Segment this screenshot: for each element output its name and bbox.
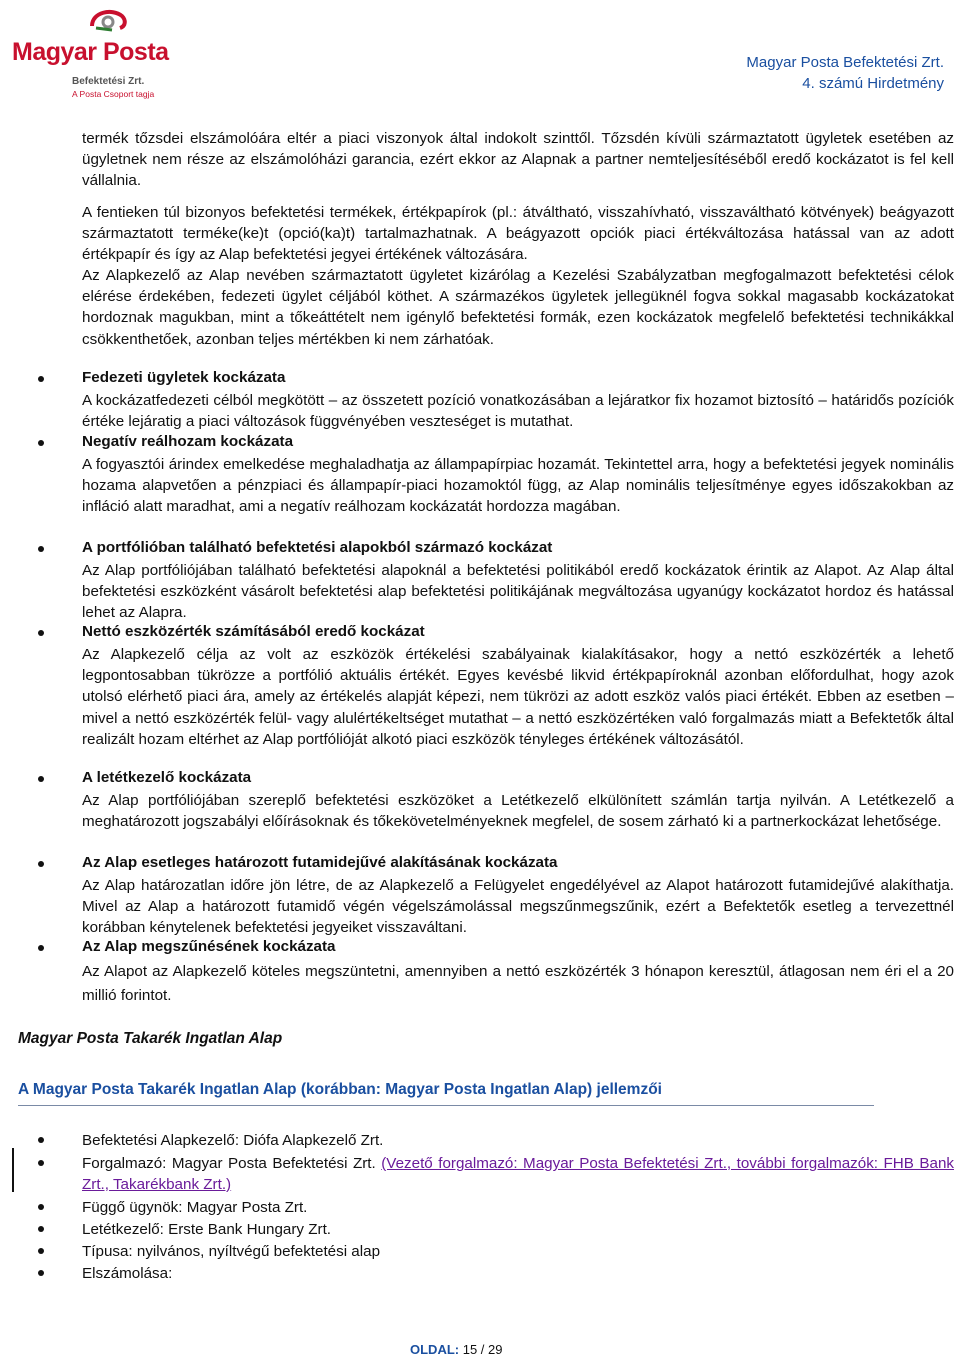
- risk-text: A kockázatfedezeti célból megkötött – az összetett pozíció vonatkozásában a lejáratkor fix hozamot biztosító – határidős pozíciók értéke lejáratig a piaci változások függvényében veszteséget is mutathat.: [82, 392, 954, 431]
- bullet-icon: [38, 776, 44, 782]
- distributor-link[interactable]: (Vezető forgalmazó: Magyar Posta Befektetési Zrt., további forgalmazók: FHB Bank Zrt., Takarékbank Zrt.): [82, 1155, 954, 1193]
- header-company: Magyar Posta Befektetési Zrt.: [746, 54, 944, 71]
- header-info: [746, 52, 944, 94]
- bullet-icon: [38, 546, 44, 552]
- paragraph: A fentieken túl bizonyos befektetési termékek, értékpapírok (pl.: átváltható, visszahívható, visszaváltható kötvények) beágyazott származtatott terméke(ke)t (opció(ka)t) tartalmazhatnak. A beágyazott opciók piaci értékváltozása hatással van az adott értékpapír és így az Alap befektetési jegyei értékének változására.: [82, 204, 954, 264]
- bullet-icon: [38, 861, 44, 867]
- bullet-icon: [38, 1270, 44, 1276]
- paragraph: Az Alapkezelő az Alap nevében származtatott ügyletet kizárólag a Kezelési Szabályzatban megfogalmazott befektetési célok elérése érdekében, fedezeti ügylet céljából köthet. A származékos ügyletek jellegüknél fogva sokkal magasabb kockázatokat hordoznak magukban, mint a tőkeáttételt nem igénylő befektetési formák, ezen kockázatok megfelelő befektetési technikákkal csökkenthetőek, azonban teljes mértékben ki nem zárhatóak.: [82, 267, 954, 348]
- risk-title: Az Alap megszűnésének kockázata: [82, 938, 336, 955]
- revision-bar: [12, 1148, 14, 1192]
- bullet-icon: [38, 945, 44, 951]
- list-item: Elszámolása:: [82, 1265, 173, 1282]
- risk-title: Nettó eszközérték számításából eredő kockázat: [82, 623, 425, 640]
- bullet-icon: [38, 1226, 44, 1232]
- risk-text: Az Alap határozatlan időre jön létre, de az Alapkezelő a Felügyelet engedélyével az Alapot határozott futamidejűvé alakíthatja. Mivel az Alap a határozott futamidő végén végelszámolással megszűnmegszűnik, ezért a Befektetők esetleg a tervezettnél korábban kénytelenek befektetési jegyeiket visszaváltani.: [82, 877, 954, 937]
- list-item: Típusa: nyilvános, nyíltvégű befektetési alap: [82, 1243, 381, 1260]
- page-label: OLDAL:: [410, 1342, 460, 1357]
- page-footer: [410, 1342, 503, 1357]
- page-number: 15 / 29: [462, 1342, 503, 1357]
- logo-tagline: A Posta Csoport tagja: [72, 89, 155, 99]
- heading-divider: [18, 1105, 874, 1106]
- risk-title: Negatív reálhozam kockázata: [82, 433, 294, 450]
- fund-title: Magyar Posta Takarék Ingatlan Alap: [18, 1030, 283, 1047]
- list-item: Függő ügynök: Magyar Posta Zrt.: [82, 1199, 308, 1216]
- header-notice: 4. számú Hirdetmény: [802, 75, 944, 92]
- risk-text: Az Alap portfóliójában szereplő befektetési eszközöket a Letétkezelő elkülönített számlán tartja nyilván. A Letétkezelő a meghatározott jogszabályi előírásoknak és tőkekövetelményeknek megfelel, de sosem zárható ki a partnerkockázat lehetősége.: [82, 792, 954, 831]
- bullet-icon: [38, 630, 44, 636]
- risk-title: Az Alap esetleges határozott futamidejűvé alakításának kockázata: [82, 854, 558, 871]
- distributor-label: Forgalmazó: Magyar Posta Befektetési Zrt.: [82, 1155, 382, 1172]
- risk-title: A portfólióban található befektetési alapokból származó kockázat: [82, 539, 553, 556]
- risk-text: Az Alap portfóliójában található befektetési alapoknál a befektetési politikából eredő kockázatok érintik az Alapot. Az Alap által befektetési eszközként vásárolt befektetési alap befektetési politikájának megváltozása ugyanúgy kockázatot hordoz és hatással lehet az Alapra.: [82, 562, 954, 622]
- list-item: Befektetési Alapkezelő: Diófa Alapkezelő Zrt.: [82, 1132, 384, 1149]
- risk-text: Az Alapot az Alapkezelő köteles megszüntetni, amennyiben a nettó eszközérték 3 hónapon keresztül, átlagosan nem éri el a 20 millió forintot.: [82, 963, 954, 1004]
- posthorn-icon: [82, 4, 138, 36]
- characteristics-heading: A Magyar Posta Takarék Ingatlan Alap (korábban: Magyar Posta Ingatlan Alap) jellemzői: [18, 1081, 662, 1098]
- risk-title: A letétkezelő kockázata: [82, 769, 252, 786]
- bullet-icon: [38, 376, 44, 382]
- company-logo: [8, 4, 169, 99]
- bullet-icon: [38, 1137, 44, 1143]
- risk-text: A fogyasztói árindex emelkedése meghaladhatja az állampapírpiac hozamát. Tekintettel arra, hogy a befektetési jegyek nominális hozama alapvetően a pénzpiaci és állampapír-piaci hozamoktól függ, az Alap nominális teljesítménye egyes időszakokban az infláció alatt maradhat, ami a negatív reálhozam kockázatát hordozza magában.: [82, 456, 954, 516]
- bullet-icon: [38, 440, 44, 446]
- list-item: Letétkezelő: Erste Bank Hungary Zrt.: [82, 1221, 332, 1238]
- risk-text: Az Alapkezelő célja az volt az eszközök értékelési szabályainak kialakításakor, hogy a nettó eszközérték a lehető legpontosabban tükrözze a portfólió aktuális értékét. Egyes kevésbé likvid értékpapíroknál azonban előfordulhat, hogy azok utolsó elérhető piaci ára, amely az értékelés alapját képezi, nem tükrözi az adott eszköz valós piaci értékét. Ebben az esetben – mivel a nettó eszközérték felül- vagy alulértékeltséget mutathat – a nettó eszközértéken való forgalmazás miatt a Befektetők által realizált hozam eltérhet az Alap portfólióját alkotó piaci eszközök tényleges értékének változásától.: [82, 646, 954, 748]
- risk-title: Fedezeti ügyletek kockázata: [82, 369, 286, 386]
- logo-subtitle: Befektetési Zrt.: [72, 76, 145, 87]
- bullet-icon: [38, 1204, 44, 1210]
- bullet-icon: [38, 1248, 44, 1254]
- logo-wordmark: Magyar Posta: [12, 38, 169, 66]
- list-item: [82, 1153, 954, 1195]
- paragraph: termék tőzsdei elszámolóára eltér a piaci viszonyok által indokolt szinttől. Tőzsdén kívüli származtatott ügyletek esetében az ügyletnek nem része az elszámolóházi garancia, ezért ekkor az Alapnak a partner nemteljesítéséből eredő kockázatot is fel kell vállalnia.: [82, 130, 954, 190]
- bullet-icon: [38, 1160, 44, 1166]
